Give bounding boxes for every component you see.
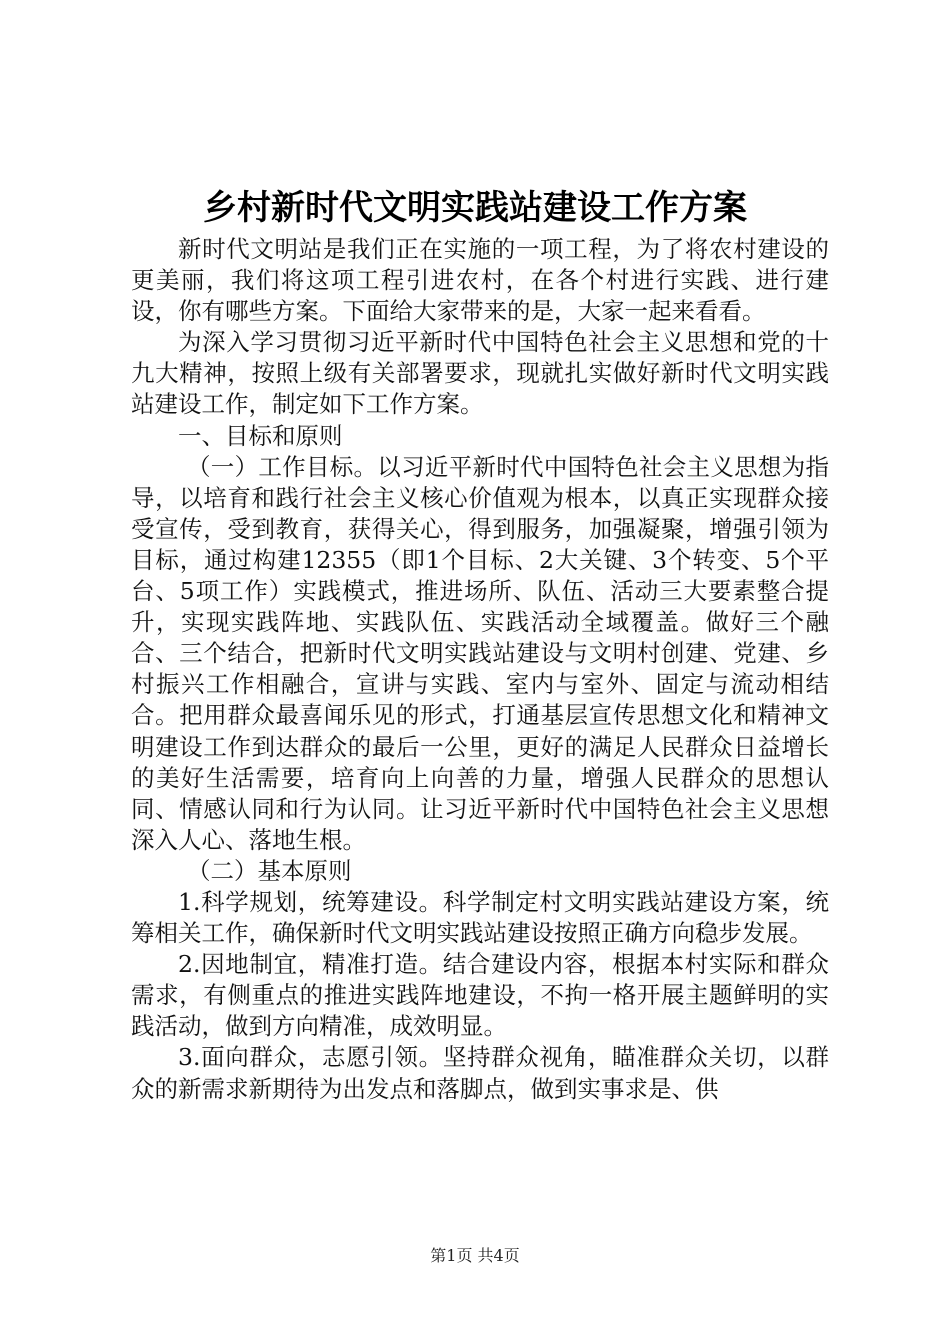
- paragraph-preface: 为深入学习贯彻习近平新时代中国特色社会主义思想和党的十九大精神，按照上级有关部署要求，现就扎实做好新时代文明实践站建设工作，制定如下工作方案。: [131, 328, 829, 419]
- principle-item-1: 1.科学规划，统筹建设。科学制定村文明实践站建设方案，统筹相关工作，确保新时代文明实践站建设按照正确方向稳步发展。: [131, 887, 829, 948]
- page-number: 第1页 共4页: [430, 1246, 520, 1265]
- document-title: 乡村新时代文明实践站建设工作方案: [203, 188, 747, 228]
- paragraph-intro: 新时代文明站是我们正在实施的一项工程，为了将农村建设的更美丽，我们将这项工程引进农村，在各个村进行实践、进行建设，你有哪些方案。下面给大家带来的是，大家一起来看看。: [131, 235, 829, 326]
- principle-item-3: 3.面向群众，志愿引领。坚持群众视角，瞄准群众关切，以群众的新需求新期待为出发点和落脚点，做到实事求是、供: [131, 1043, 829, 1103]
- section-heading: 一、目标和原则: [178, 421, 343, 450]
- paragraph-work-goal: （一）工作目标。以习近平新时代中国特色社会主义思想为指导，以培育和践行社会主义核心价值观为根本，以真正实现群众接受宣传，受到教育，获得关心，得到服务，加强凝聚，增强引领为目标，通过构建12355（即1个目标、2大关键、3个转变、5个平台、5项工作）实践模式，推进场所、队伍、活动三大要素整合提升，实现实践阵地、实践队伍、实践活动全域覆盖。做好三个融合、三个结合，把新时代文明实践站建设与文明村创建、党建、乡村振兴工作相融合，宣讲与实践、室内与室外、固定与流动相结合。把用群众最喜闻乐见的形式，打通基层宣传思想文化和精神文明建设工作到达群众的最后一公里，更好的满足人民群众日益增长的美好生活需要，培育向上向善的力量，增强人民群众的思想认同、情感认同和行为认同。让习近平新时代中国特色社会主义思想深入人心、落地生根。: [131, 452, 829, 854]
- subsection-heading: （二）基本原则: [187, 856, 352, 885]
- principle-item-2: 2.因地制宜，精准打造。结合建设内容，根据本村实际和群众需求，有侧重点的推进实践阵地建设，不拘一格开展主题鲜明的实践活动，做到方向精准，成效明显。: [131, 950, 829, 1041]
- document-body: [131, 234, 829, 1105]
